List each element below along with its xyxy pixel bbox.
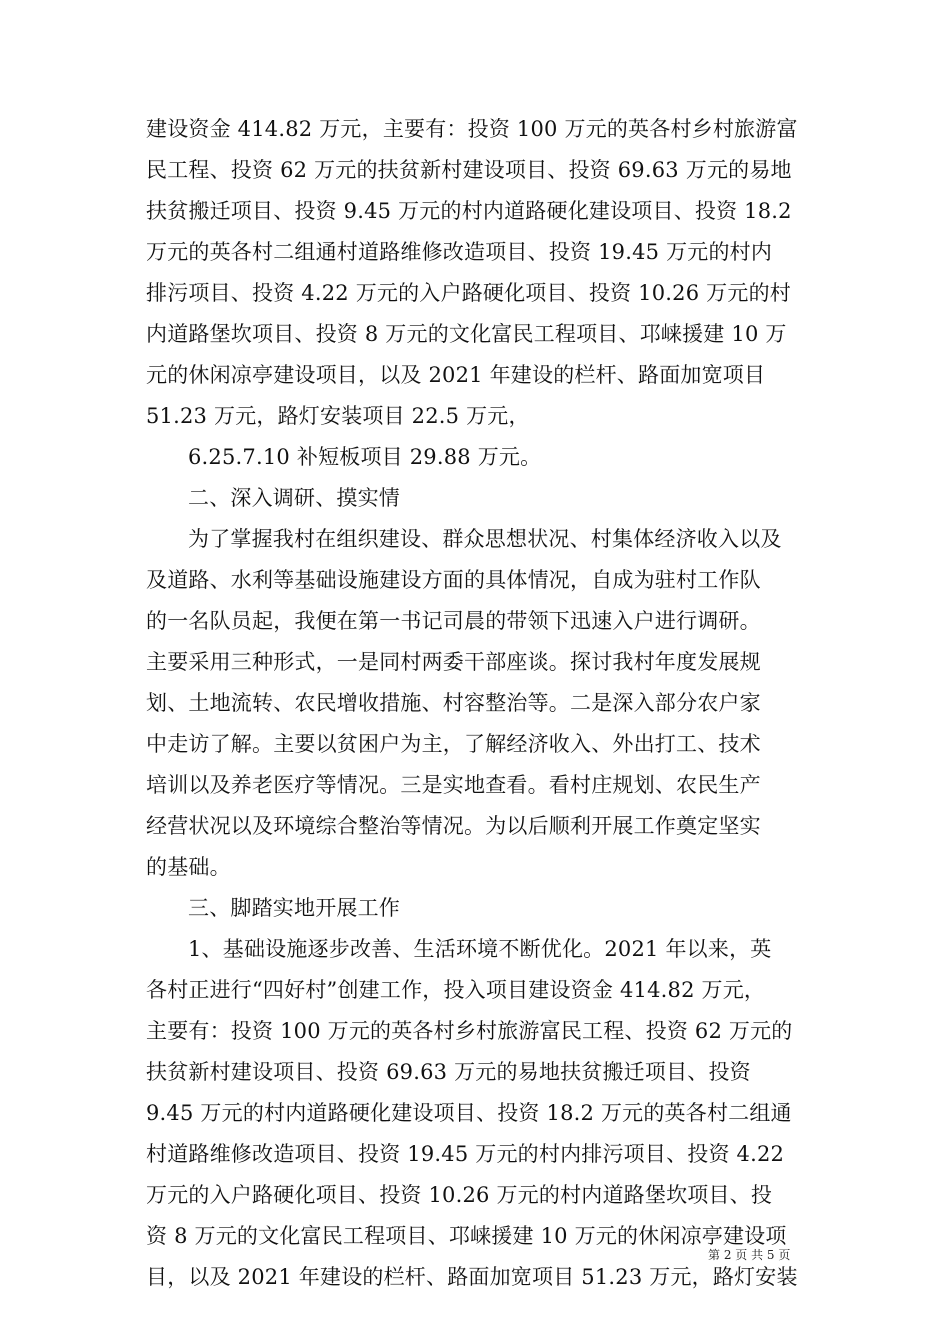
text-line: 村道路维修改造项目、投资 19.45 万元的村内排污项目、投资 4.22 <box>146 1142 785 1166</box>
page-number: 第 2 页 共 5 页 <box>708 1248 791 1262</box>
text-line: 万元的入户路硬化项目、投资 10.26 万元的村内道路堡坎项目、投 <box>146 1183 773 1207</box>
text-line: 建设资金 414.82 万元，主要有：投资 100 万元的英各村乡村旅游富 <box>146 117 798 141</box>
text-line: 中走访了解。主要以贫困户为主，了解经济收入、外出打工、技术 <box>146 732 761 756</box>
text-line: 排污项目、投资 4.22 万元的入户路硬化项目、投资 10.26 万元的村 <box>146 281 791 305</box>
section-heading: 三、脚踏实地开展工作 <box>188 896 400 920</box>
text-line: 51.23 万元，路灯安装项目 22.5 万元， <box>146 404 530 428</box>
text-line: 元的休闲凉亭建设项目，以及 2021 年建设的栏杆、路面加宽项目 <box>146 363 766 387</box>
text-line: 资 8 万元的文化富民工程项目、邛崃援建 10 万元的休闲凉亭建设项 <box>146 1224 787 1248</box>
text-line: 内道路堡坎项目、投资 8 万元的文化富民工程项目、邛崃援建 10 万 <box>146 322 787 346</box>
text-line: 主要采用三种形式，一是同村两委干部座谈。探讨我村年度发展规 <box>146 650 761 674</box>
text-line: 各村正进行“四好村”创建工作，投入项目建设资金 414.82 万元， <box>146 978 766 1002</box>
text-line: 万元的英各村二组通村道路维修改造项目、投资 19.45 万元的村内 <box>146 240 773 264</box>
text-line: 的一名队员起，我便在第一书记司晨的带领下迅速入户进行调研。 <box>146 609 761 633</box>
text-line: 主要有：投资 100 万元的英各村乡村旅游富民工程、投资 62 万元的 <box>146 1019 793 1043</box>
text-line: 经营状况以及环境综合整治等情况。为以后顺利开展工作奠定坚实 <box>146 814 761 838</box>
text-line: 及道路、水利等基础设施建设方面的具体情况，自成为驻村工作队 <box>146 568 761 592</box>
text-line: 目，以及 2021 年建设的栏杆、路面加宽项目 51.23 万元，路灯安装 <box>146 1265 798 1289</box>
text-line: 民工程、投资 62 万元的扶贫新村建设项目、投资 69.63 万元的易地 <box>146 158 792 182</box>
text-line: 6.25.7.10 补短板项目 29.88 万元。 <box>188 445 542 469</box>
text-line: 扶贫搬迁项目、投资 9.45 万元的村内道路硬化建设项目、投资 18.2 <box>146 199 792 223</box>
text-line: 的基础。 <box>146 855 231 879</box>
paragraph-start: 为了掌握我村在组织建设、群众思想状况、村集体经济收入以及 <box>188 527 782 551</box>
section-heading: 二、深入调研、摸实情 <box>188 486 400 510</box>
text-line: 培训以及养老医疗等情况。三是实地查看。看村庄规划、农民生产 <box>146 773 761 797</box>
paragraph-start: 1、基础设施逐步改善、生活环境不断优化。2021 年以来，英 <box>188 937 772 961</box>
text-line: 划、土地流转、农民增收措施、村容整治等。二是深入部分农户家 <box>146 691 761 715</box>
text-line: 9.45 万元的村内道路硬化建设项目、投资 18.2 万元的英各村二组通 <box>146 1101 792 1125</box>
text-line: 扶贫新村建设项目、投资 69.63 万元的易地扶贫搬迁项目、投资 <box>146 1060 751 1084</box>
